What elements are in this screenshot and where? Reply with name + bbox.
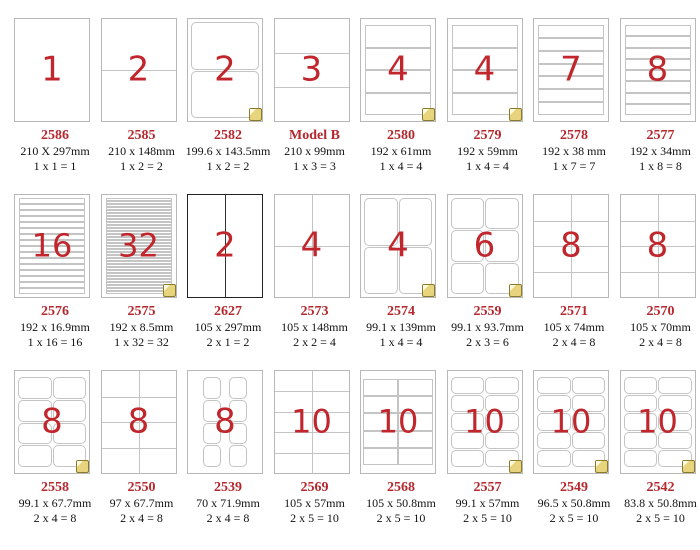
label-outline (624, 377, 658, 394)
peel-corner-icon (163, 284, 176, 297)
label-dimensions: 97 x 67.7mm (109, 496, 174, 510)
label-dimensions: 70 x 71.9mm (196, 496, 260, 510)
label-count-number: 4 (387, 49, 409, 90)
label-product-card[interactable] (273, 194, 360, 374)
label-divider (534, 221, 608, 222)
peel-corner-icon (249, 108, 262, 121)
peel-corner-icon (422, 108, 435, 121)
product-code[interactable]: 2568 (387, 480, 415, 495)
product-code[interactable]: 2580 (387, 128, 415, 143)
label-count-number: 8 (127, 401, 150, 442)
label-sheet-preview (274, 194, 350, 298)
label-divider (534, 272, 608, 273)
label-count-number: 7 (560, 49, 582, 90)
peel-corner-icon (509, 284, 522, 297)
label-layout: 2 x 4 = 8 (639, 335, 682, 349)
label-dimensions: 192 x 34mm (630, 144, 691, 158)
label-outline (452, 25, 518, 48)
label-sheet-preview (447, 18, 523, 122)
label-count-number: 8 (646, 49, 669, 90)
product-code[interactable]: 2578 (560, 128, 588, 143)
label-dimensions: 210 x 99mm (284, 144, 345, 158)
label-layout: 1 x 4 = 4 (466, 159, 509, 173)
label-divider (621, 221, 695, 222)
product-code[interactable]: 2559 (473, 304, 502, 319)
label-product-card[interactable] (100, 370, 187, 550)
label-outline (203, 377, 221, 399)
label-sheet-preview (533, 370, 609, 474)
label-outline (229, 377, 247, 399)
label-dimensions: 210 x 148mm (108, 144, 175, 158)
product-code[interactable]: 2549 (560, 480, 588, 495)
label-layout: 2 x 5 = 10 (463, 511, 512, 525)
label-layout: 2 x 2 = 4 (293, 335, 336, 349)
label-count-number: 16 (31, 226, 73, 265)
product-code[interactable]: 2582 (214, 128, 242, 143)
label-outline (538, 102, 604, 115)
label-dimensions: 199.6 x 143.5mm (185, 144, 271, 158)
label-dimensions: 192 x 8.5mm (109, 320, 174, 334)
label-count-number: 10 (377, 402, 419, 441)
label-sheet-preview (187, 370, 263, 474)
label-count-number: 6 (473, 225, 496, 266)
label-product-card[interactable] (100, 194, 187, 374)
label-layout: 2 x 4 = 8 (206, 511, 250, 525)
label-sheet-preview (533, 194, 609, 298)
label-layout: 2 x 5 = 10 (290, 511, 339, 525)
product-code[interactable]: 2575 (127, 304, 156, 319)
product-code[interactable]: 2539 (214, 480, 242, 495)
label-count-number: 8 (41, 401, 63, 442)
peel-corner-icon (76, 460, 89, 473)
product-code[interactable]: 2576 (41, 304, 69, 319)
peel-corner-icon (509, 460, 522, 473)
peel-corner-icon (682, 460, 695, 473)
label-count-number: 10 (637, 402, 678, 441)
label-outline (18, 377, 52, 399)
label-product-card[interactable] (359, 370, 446, 550)
label-product-card[interactable] (13, 370, 100, 550)
label-sheet-preview (620, 370, 696, 474)
label-product-card[interactable] (532, 18, 619, 198)
label-divider (102, 448, 176, 449)
label-count-number: 8 (560, 225, 582, 266)
label-sheet-preview (620, 18, 696, 122)
label-outline (451, 263, 485, 294)
label-product-card[interactable] (100, 18, 187, 198)
label-outline (451, 450, 485, 467)
product-code[interactable]: 2627 (214, 304, 242, 319)
label-sheet-preview (620, 194, 696, 298)
label-count-number: 10 (550, 402, 592, 441)
label-sheet-preview (14, 370, 90, 474)
label-sheet-preview (447, 194, 523, 298)
label-product-card[interactable] (13, 18, 100, 198)
label-outline (53, 377, 87, 399)
label-count-number: 8 (646, 225, 669, 266)
product-code[interactable]: 2570 (646, 304, 675, 319)
label-outline (365, 25, 431, 48)
product-code[interactable]: 2550 (127, 480, 156, 495)
label-product-card[interactable] (273, 370, 360, 550)
label-outline (625, 93, 691, 104)
label-layout: 1 x 1 = 1 (33, 159, 77, 173)
label-count-number: 1 (41, 49, 63, 90)
label-product-card[interactable] (446, 18, 533, 198)
label-count-number: 2 (214, 225, 236, 266)
label-layout: 1 x 32 = 32 (114, 335, 169, 349)
label-dimensions: 105 x 148mm (281, 320, 348, 334)
label-layout: 2 x 5 = 10 (376, 511, 426, 525)
label-sheet-preview (274, 18, 350, 122)
label-outline (625, 25, 691, 36)
label-outline (485, 377, 519, 394)
label-layout: 2 x 3 = 6 (466, 335, 509, 349)
product-code[interactable]: 2585 (127, 128, 156, 143)
label-sheet-preview (360, 18, 436, 122)
product-code[interactable]: 2571 (560, 304, 588, 319)
label-count-number: 32 (118, 226, 159, 265)
label-divider (275, 391, 349, 392)
label-dimensions: 99.1 x 67.7mm (18, 496, 92, 510)
label-outline (625, 104, 691, 115)
label-sheet-preview (360, 370, 436, 474)
label-divider (621, 272, 695, 273)
label-layout: 1 x 16 = 16 (27, 335, 83, 349)
label-product-card[interactable] (446, 370, 533, 550)
product-code[interactable]: 2573 (300, 304, 329, 319)
label-sheet-preview (14, 18, 90, 122)
product-code[interactable]: 2577 (646, 128, 675, 143)
label-sheet-preview (360, 194, 436, 298)
product-code[interactable]: 2569 (300, 480, 329, 495)
label-product-card[interactable] (186, 18, 273, 198)
label-divider (102, 397, 176, 398)
label-dimensions: 105 x 74mm (543, 320, 605, 334)
label-layout: 1 x 4 = 4 (379, 159, 423, 173)
label-sheet-preview (101, 18, 177, 122)
label-sheet-preview (187, 18, 263, 122)
label-dimensions: 210 X 297mm (20, 144, 90, 158)
label-dimensions: 192 x 16.9mm (20, 320, 90, 334)
label-dimensions: 99.1 x 93.7mm (451, 320, 524, 334)
label-dimensions: 192 x 38 mm (542, 144, 606, 158)
label-layout: 2 x 5 = 10 (636, 511, 685, 525)
label-outline (537, 377, 571, 394)
label-layout: 1 x 7 = 7 (552, 159, 596, 173)
label-outline (572, 377, 606, 394)
label-product-card[interactable] (13, 194, 100, 374)
label-outline (363, 448, 398, 465)
label-product-card[interactable] (359, 194, 446, 374)
label-outline (538, 89, 604, 102)
label-layout: 1 x 8 = 8 (639, 159, 682, 173)
label-product-card[interactable] (619, 18, 700, 198)
label-dimensions: 105 x 70mm (630, 320, 691, 334)
label-count-number: 4 (387, 225, 409, 266)
label-layout: 1 x 2 = 2 (120, 159, 163, 173)
label-product-card[interactable] (619, 194, 700, 374)
label-layout: 1 x 2 = 2 (206, 159, 250, 173)
label-dimensions: 99.1 x 57mm (455, 496, 520, 510)
label-outline (18, 445, 52, 467)
label-dimensions: 105 x 50.8mm (366, 496, 436, 510)
product-code[interactable]: Model B (289, 128, 340, 143)
product-code[interactable]: 2558 (41, 480, 69, 495)
label-outline (452, 93, 518, 116)
label-sheet-preview (533, 18, 609, 122)
label-count-number: 10 (291, 402, 332, 441)
label-product-card[interactable] (532, 370, 619, 550)
label-outline (537, 450, 571, 467)
product-code[interactable]: 2586 (41, 128, 69, 143)
label-sheet-preview (187, 194, 263, 298)
label-divider (275, 453, 349, 454)
label-layout: 2 x 4 = 8 (552, 335, 596, 349)
label-outline (624, 450, 658, 467)
label-product-card[interactable] (532, 194, 619, 374)
product-code[interactable]: 2579 (473, 128, 502, 143)
product-code[interactable]: 2557 (473, 480, 502, 495)
label-count-number: 4 (300, 225, 323, 266)
label-layout: 1 x 4 = 4 (379, 335, 423, 349)
label-outline (106, 291, 172, 294)
label-layout: 1 x 3 = 3 (293, 159, 336, 173)
label-layout: 2 x 4 = 8 (33, 511, 77, 525)
label-sheet-preview (101, 194, 177, 298)
product-code[interactable]: 2574 (387, 304, 415, 319)
label-dimensions: 99.1 x 139mm (366, 320, 436, 334)
label-layout: 2 x 1 = 2 (206, 335, 250, 349)
label-product-card[interactable] (186, 194, 273, 374)
label-sheet-preview (447, 370, 523, 474)
label-outline (658, 377, 692, 394)
label-count-number: 3 (300, 49, 323, 90)
label-count-number: 4 (473, 49, 496, 90)
label-dimensions: 105 x 297mm (194, 320, 262, 334)
label-count-number: 2 (127, 49, 150, 90)
label-outline (363, 379, 398, 396)
product-code[interactable]: 2542 (646, 480, 675, 495)
label-outline (203, 445, 221, 467)
label-layout: 2 x 4 = 8 (120, 511, 163, 525)
label-outline (538, 25, 604, 38)
label-sheet-preview (274, 370, 350, 474)
label-dimensions: 83.8 x 50.8mm (624, 496, 697, 510)
label-count-number: 8 (214, 401, 236, 442)
label-count-number: 2 (214, 49, 236, 90)
peel-corner-icon (595, 460, 608, 473)
peel-corner-icon (509, 108, 522, 121)
peel-corner-icon (422, 284, 435, 297)
label-outline (19, 288, 85, 294)
label-dimensions: 192 x 61mm (370, 144, 432, 158)
label-product-card[interactable] (359, 18, 446, 198)
label-product-card[interactable] (273, 18, 360, 198)
label-outline (625, 36, 691, 47)
label-dimensions: 192 x 59mm (457, 144, 518, 158)
label-sheet-preview (101, 370, 177, 474)
label-dimensions: 96.5 x 50.8mm (537, 496, 611, 510)
label-count-number: 10 (464, 402, 505, 441)
label-outline (398, 448, 433, 465)
label-outline (398, 379, 433, 396)
label-outline (451, 377, 485, 394)
label-outline (229, 445, 247, 467)
label-product-card[interactable] (446, 194, 533, 374)
label-layout: 2 x 5 = 10 (549, 511, 599, 525)
label-product-card[interactable] (619, 370, 700, 550)
label-product-card[interactable] (186, 370, 273, 550)
label-sheet-preview (14, 194, 90, 298)
label-dimensions: 105 x 57mm (284, 496, 345, 510)
